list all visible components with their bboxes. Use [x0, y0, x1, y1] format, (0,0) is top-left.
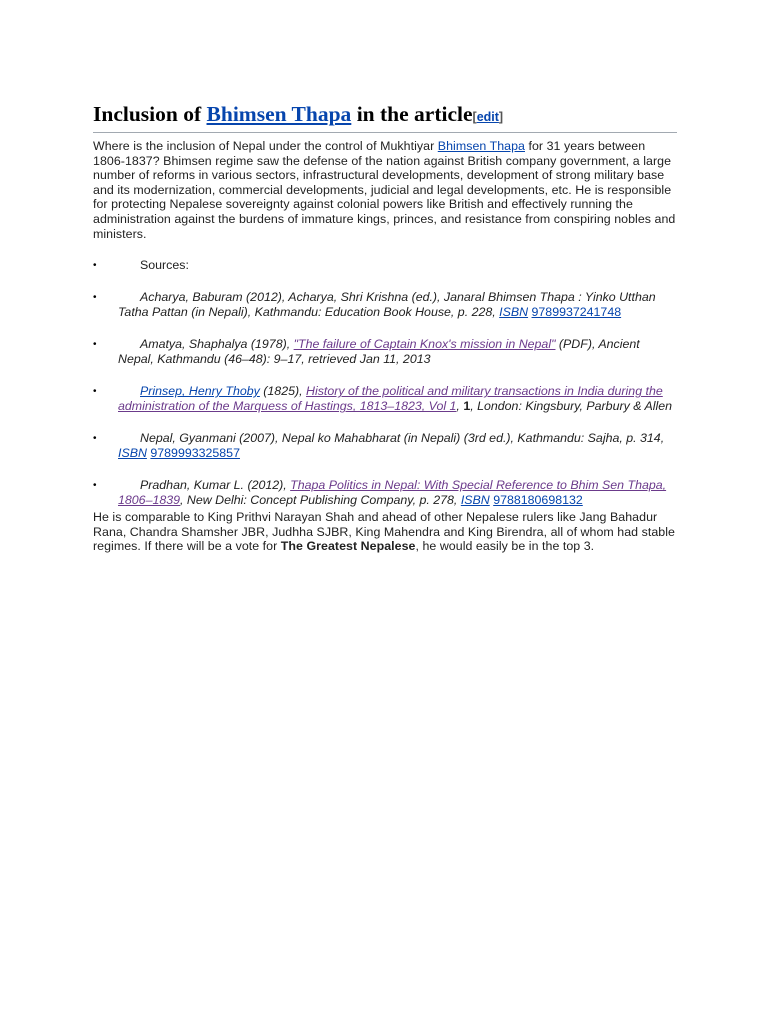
source-item-amatya — [93, 337, 677, 367]
greatest-nepalese-bold: The Greatest Nepalese — [280, 539, 416, 554]
edit-bracket-close: ] — [498, 110, 504, 124]
bullet: • — [93, 292, 97, 304]
heading-suffix: in the article — [351, 102, 473, 126]
bhimsen-thapa-link[interactable]: Bhimsen Thapa — [437, 139, 525, 153]
bullet: • — [93, 480, 97, 492]
bullet: • — [93, 433, 97, 445]
intro-text-after: for 31 years between 1806-1837? Bhimsen regime saw the defense of the nation against British company government, a large number of reforms in various sectors, infrastructural developments, development of strong military base and its modernization, commercial developments, judicial and legal developments, etc. He is responsible for protecting Nepalese sovereignty against colonial powers like British and effectively running the administration against the burdens of immature kings, princes, and resistance from conspiring nobles and ministers. — [93, 139, 676, 241]
closing-text-after: , he would easily be in the top 3. — [415, 539, 595, 554]
thapa-politics-link[interactable]: Thapa Politics in Nepal: With Special Reference to Bhim Sen Thapa, 1806–1839 — [118, 478, 667, 508]
source-text-after: , London: Kingsbury, Parbury & Allen — [470, 399, 673, 414]
isbn-number-link[interactable]: 9789937241748 — [531, 305, 622, 320]
prinsep-author-link[interactable]: Prinsep, Henry Thoby — [140, 384, 260, 399]
closing-text-before: He is comparable to King Prithvi Narayan Shah and ahead of other Nepalese rulers like Jang Bahadur Rana, Chandra Shamsher JBR, Judhha SJBR, King Mahendra and King Birendra, all of whom had stable regimes. If there will be a vote for — [93, 510, 675, 554]
source-item-nepal — [93, 431, 677, 461]
source-text: Pradhan, Kumar L. (2012), — [140, 478, 291, 493]
isbn-link[interactable]: ISBN — [460, 493, 490, 508]
bhimsen-thapa-heading-link[interactable]: Bhimsen Thapa — [206, 102, 352, 126]
isbn-number-link[interactable]: 9788180698132 — [493, 493, 583, 508]
bullet: • — [93, 386, 97, 398]
edit-link[interactable]: edit — [476, 110, 499, 124]
sources-list — [93, 258, 677, 508]
source-text: Amatya, Shaphalya (1978), — [140, 337, 294, 352]
isbn-link[interactable]: ISBN — [499, 305, 529, 320]
source-item-pradhan — [93, 478, 677, 508]
edit-bracket-open: [ — [472, 110, 477, 124]
source-item-prinsep — [93, 384, 677, 414]
prinsep-title-link[interactable]: History of the political and military transactions in India during the administration of the Marquess of Hastings, 1813–1823, Vol 1 — [118, 384, 663, 414]
source-text: Acharya, Baburam (2012), Acharya, Shri Krishna (ed.), Janaral Bhimsen Thapa : Yinko Utthan Tatha Pattan (in Nepali), Kathmandu: Education Book House, p. 228, — [118, 290, 656, 320]
heading-prefix: Inclusion of — [93, 102, 207, 126]
talk-section — [93, 100, 677, 554]
edit-section — [473, 110, 504, 124]
source-text: Nepal, Gyanmani (2007), Nepal ko Mahabharat (in Nepali) (3rd ed.), Kathmandu: Sajha, p. 314, — [140, 431, 665, 446]
bullet: • — [93, 260, 97, 272]
source-year: (1825), — [259, 384, 306, 399]
intro-paragraph — [93, 139, 677, 241]
section-heading — [93, 100, 677, 133]
volume-number: 1 — [463, 399, 471, 414]
source-sep: , — [456, 399, 464, 414]
source-item-acharya — [93, 290, 677, 320]
source-text-after: , New Delhi: Concept Publishing Company, p. 278, — [180, 493, 461, 508]
bullet: • — [93, 339, 97, 351]
source-text-after: (PDF), Ancient Nepal, Kathmandu (46–48): 9–17, retrieved Jan 11, 2013 — [118, 337, 640, 367]
intro-text-before: Where is the inclusion of Nepal under the control of Mukhtiyar — [93, 139, 438, 153]
closing-paragraph — [93, 510, 677, 554]
sources-label-item — [93, 258, 677, 273]
knox-mission-link[interactable]: "The failure of Captain Knox's mission in Nepal" — [293, 337, 556, 352]
isbn-link[interactable]: ISBN — [118, 446, 147, 461]
isbn-number-link[interactable]: 9789993325857 — [150, 446, 240, 461]
sources-label: Sources: — [140, 258, 189, 273]
